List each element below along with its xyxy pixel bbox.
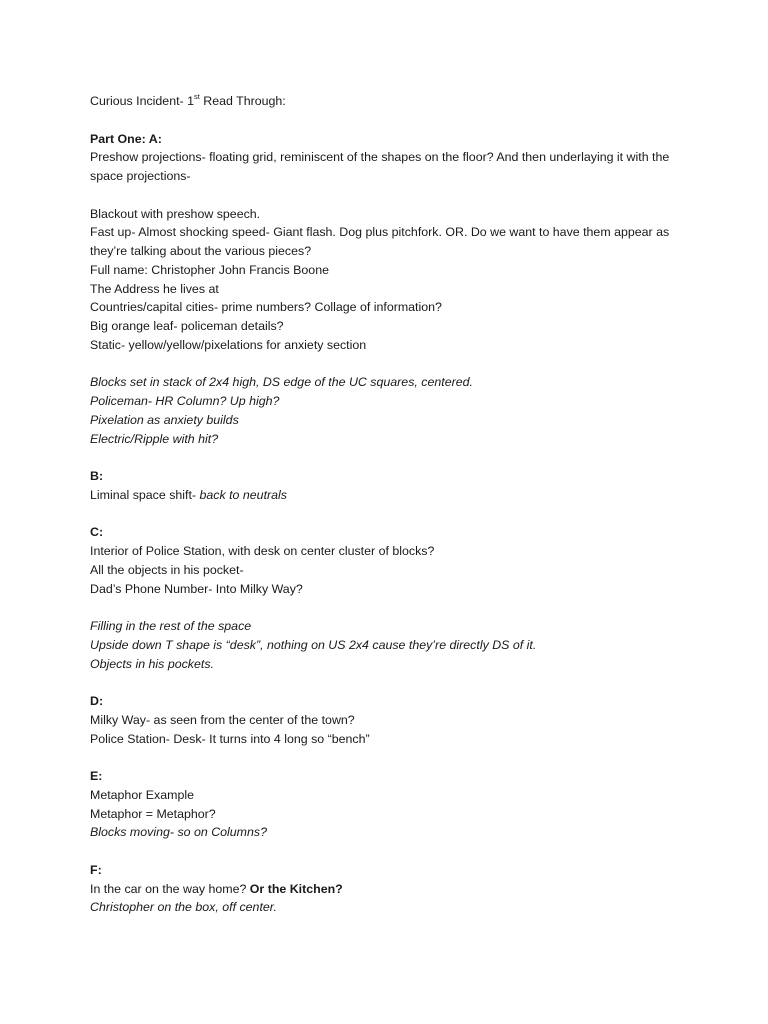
spacer	[90, 186, 690, 205]
part-one-line: they’re talking about the various pieces?	[90, 244, 312, 258]
section-c-line: All the objects in his pocket-	[90, 562, 244, 577]
part-one-line: The Address he lives at	[90, 281, 219, 296]
section-f-line: In the car on the way home? Or the Kitchen?	[90, 881, 343, 896]
section-c-italic-note: Upside down T shape is “desk”, nothing on US 2x4 cause they’re directly DS of it.	[90, 637, 537, 652]
part-one-line: Full name: Christopher John Francis Boone	[90, 262, 329, 277]
spacer	[90, 111, 690, 130]
section-c-heading: C:	[90, 525, 104, 540]
projection-note: Preshow projections- floating grid, reminiscent of the shapes on the floor? And then underlaying it with the space projections-	[90, 150, 670, 183]
section-d-line: Milky Way- as seen from the center of the town?	[90, 712, 355, 727]
section-d-line: Police Station- Desk- It turns into 4 long so “bench”	[90, 731, 370, 746]
section-f-heading: F:	[90, 862, 102, 877]
section-e-line: Metaphor = Metaphor?	[90, 806, 216, 821]
section-d-heading: D:	[90, 694, 104, 708]
section-e-line: Metaphor Example	[90, 787, 194, 802]
section-c-italic-note: Objects in his pockets.	[90, 656, 214, 671]
section-e-italic-note: Blocks moving- so on Columns?	[90, 825, 267, 840]
part-one-heading: Part One: A:	[90, 131, 162, 146]
part-one-italic-note: Blocks set in stack of 2x4 high, DS edge of the UC squares, centered.	[90, 375, 473, 390]
section-c-line: Dad’s Phone Number- Into Milky Way?	[90, 581, 303, 596]
section-b-heading: B:	[90, 469, 104, 483]
section-b-line: Liminal space shift- back to neutrals	[90, 487, 287, 502]
document-body	[90, 92, 690, 917]
spacer	[90, 505, 690, 524]
part-one-italic-note: Pixelation as anxiety builds	[90, 412, 239, 427]
section-c-line: Interior of Police Station, with desk on center cluster of blocks?	[90, 544, 435, 558]
section-c-italic-note: Filling in the rest of the space	[90, 619, 252, 633]
part-one-line: Static- yellow/yellow/pixelations for anxiety section	[90, 337, 367, 352]
title-superscript: st	[194, 92, 200, 102]
part-one-italic-note: Electric/Ripple with hit?	[90, 431, 219, 446]
spacer	[90, 842, 690, 861]
section-e-heading: E:	[90, 769, 103, 783]
section-f-italic-note: Christopher on the box, off center.	[90, 900, 277, 915]
spacer	[90, 448, 690, 467]
part-one-line: Big orange leaf- policeman details?	[90, 319, 284, 333]
part-one-line: Fast up- Almost shocking speed- Giant flash. Dog plus pitchfork. OR. Do we want to have them appear as	[90, 225, 670, 240]
spacer	[90, 598, 690, 617]
spacer	[90, 673, 690, 692]
spacer	[90, 355, 690, 374]
part-one-line: Countries/capital cities- prime numbers? Collage of information?	[90, 300, 442, 315]
part-one-line: Blackout with preshow speech.	[90, 206, 261, 221]
part-one-italic-note: Policeman- HR Column? Up high?	[90, 394, 280, 408]
spacer	[90, 748, 690, 767]
document-title: Curious Incident- 1st Read Through:	[90, 92, 286, 108]
